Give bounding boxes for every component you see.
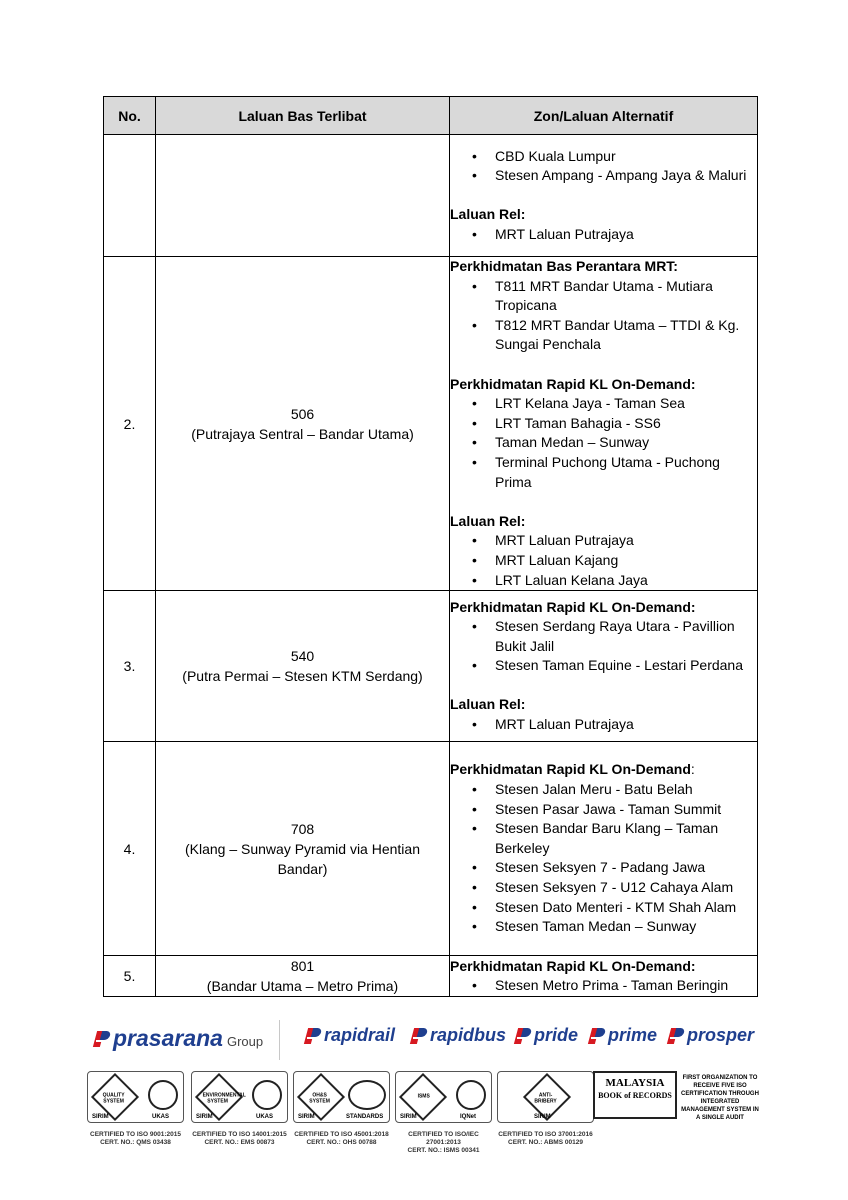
cert-environmental — [191, 1071, 288, 1147]
list-item: • Stesen Seksyen 7 - U12 Cahaya Alam — [450, 878, 757, 898]
table-row — [104, 742, 758, 956]
route-number: 506 — [290, 405, 315, 422]
list — [450, 394, 757, 492]
rapid-mark-icon — [588, 1026, 606, 1046]
rapidrail-logo: rapidrail — [304, 1025, 395, 1046]
list — [450, 617, 757, 676]
list-item: • LRT Laluan Kelana Jaya — [450, 571, 757, 591]
list-item: • Stesen Bandar Baru Klang – Taman Berkeley — [450, 819, 757, 858]
list-item: • Stesen Seksyen 7 - Padang Jawa — [450, 858, 757, 878]
cert-box: ISMS SIRIM IQNet — [395, 1071, 492, 1123]
rel-heading: Laluan Rel: — [450, 512, 526, 529]
list-item: • LRT Taman Bahagia - SS6 — [450, 414, 757, 434]
cert-box: ANTI-BRIBERY SIRIM — [497, 1071, 594, 1123]
pride-logo: pride — [514, 1025, 578, 1046]
list-item: • MRT Laluan Putrajaya — [450, 715, 757, 735]
rapidbus-logo: rapidbus — [410, 1025, 506, 1046]
ukas-crown-icon — [148, 1080, 178, 1110]
prasarana-logo: prasarana Group — [93, 1025, 263, 1052]
list-item: • T811 MRT Bandar Utama - Mutiara Tropicana — [450, 277, 757, 316]
alt-cell — [450, 742, 758, 956]
list-item: • Stesen Taman Medan – Sunway — [450, 917, 757, 937]
table-row — [104, 135, 758, 257]
list-item: • Stesen Ampang - Ampang Jaya & Maluri — [450, 166, 757, 186]
footer-divider — [279, 1020, 280, 1060]
route-cell — [156, 956, 450, 997]
alt-cell — [450, 135, 758, 257]
rapid-mark-icon — [514, 1026, 532, 1046]
route-number: 540 — [290, 648, 315, 665]
row-no-cell: 2. — [104, 257, 156, 591]
route-cell — [156, 135, 450, 257]
mrt-heading: Perkhidmatan Bas Perantara MRT: — [450, 258, 678, 274]
list-item: • Taman Medan – Sunway — [450, 433, 757, 453]
cert-isms — [395, 1071, 492, 1155]
iqnet-seal-icon — [456, 1080, 486, 1110]
table-row — [104, 956, 758, 997]
od-heading: Perkhidmatan Rapid KL On-Demand: — [450, 375, 696, 392]
rel-heading: Laluan Rel: — [450, 206, 526, 223]
route-name: (Bandar Utama – Metro Prima) — [206, 978, 399, 995]
cert-box: ENVIRONMENTAL SYSTEM SIRIM UKAS — [191, 1071, 288, 1123]
list-item: • LRT Kelana Jaya - Taman Sea — [450, 394, 757, 414]
rapid-mark-icon — [667, 1026, 685, 1046]
sirim-badge-icon: ENVIRONMENTAL SYSTEM — [195, 1073, 243, 1121]
route-cell — [156, 591, 450, 742]
cert-label: CERTIFIED TO ISO 9001:2015 CERT. NO.: QMS 03438 — [90, 1131, 181, 1146]
list — [450, 976, 757, 996]
routes-table — [103, 96, 758, 997]
route-cell — [156, 742, 450, 956]
prasarana-mark-icon — [93, 1029, 111, 1049]
mbr-caption: FIRST ORGANIZATION TO RECEIVE FIVE ISO CERTIFICATION THROUGH INTEGRATED MANAGEMENT SYSTEM IN A SINGLE AUDIT — [681, 1075, 759, 1121]
route-name: (Klang – Sunway Pyramid via Hentian Bandar) — [184, 840, 420, 877]
header-route: Laluan Bas Terlibat — [156, 97, 450, 135]
rapid-mark-icon — [410, 1026, 428, 1046]
row-no-cell: 4. — [104, 742, 156, 956]
row-no-cell: 3. — [104, 591, 156, 742]
od-heading: Perkhidmatan Rapid KL On-Demand: — [450, 761, 695, 778]
alt-cell — [450, 956, 758, 997]
list-item: • MRT Laluan Putrajaya — [450, 225, 757, 245]
ukas-crown-icon — [252, 1080, 282, 1110]
cert-anti-bribery — [497, 1071, 594, 1147]
sirim-badge-icon: OH&S SYSTEM — [297, 1073, 345, 1121]
alt-cell — [450, 591, 758, 742]
list-item: • Stesen Metro Prima - Taman Beringin — [450, 976, 757, 996]
prosper-logo: prosper — [667, 1025, 754, 1046]
table-header-row — [104, 97, 758, 135]
route-cell — [156, 257, 450, 591]
list-item: • Stesen Serdang Raya Utara - Pavillion Bukit Jalil — [450, 617, 757, 656]
cert-label: CERTIFIED TO ISO 37001:2016 CERT. NO.: ABMS 00129 — [498, 1131, 593, 1146]
route-name: (Putra Permai – Stesen KTM Serdang) — [182, 668, 423, 685]
cert-box: OH&S SYSTEM SIRIM STANDARDS — [293, 1071, 390, 1123]
header-no: No. — [104, 97, 156, 135]
list — [450, 147, 757, 186]
list-item: • Stesen Pasar Jawa - Taman Summit — [450, 800, 757, 820]
list-item: • CBD Kuala Lumpur — [450, 147, 757, 167]
list-item: • Stesen Taman Equine - Lestari Perdana — [450, 656, 757, 676]
rapid-mark-icon — [304, 1026, 322, 1046]
list-item: • MRT Laluan Putrajaya — [450, 531, 757, 551]
cert-label: CERTIFIED TO ISO 14001:2015 CERT. NO.: EMS 00873 — [192, 1131, 287, 1146]
od-heading: Perkhidmatan Rapid KL On-Demand: — [450, 957, 696, 974]
route-number: 708 — [290, 820, 315, 837]
sirim-badge-icon: ANTI-BRIBERY — [523, 1073, 571, 1121]
list — [450, 225, 757, 245]
table-row — [104, 591, 758, 742]
list — [450, 780, 757, 937]
route-name: (Putrajaya Sentral – Bandar Utama) — [191, 425, 414, 442]
list-item: • Stesen Jalan Meru - Batu Belah — [450, 780, 757, 800]
list — [450, 531, 757, 590]
list-item: • Terminal Puchong Utama - Puchong Prima — [450, 453, 757, 492]
cert-quality — [87, 1071, 184, 1147]
od-heading: Perkhidmatan Rapid KL On-Demand: — [450, 598, 696, 615]
malaysia-book-of-records-logo: MALAYSIA BOOK of RECORDS — [593, 1071, 677, 1119]
cert-ohs — [293, 1071, 390, 1147]
rel-heading: Laluan Rel: — [450, 696, 526, 713]
list-item: • Stesen Dato Menteri - KTM Shah Alam — [450, 898, 757, 918]
standards-seal-icon — [348, 1080, 386, 1110]
sirim-badge-icon: ISMS — [399, 1073, 447, 1121]
cert-label: CERTIFIED TO ISO/IEC 27001:2013 CERT. NO.: ISMS 00341 — [407, 1131, 480, 1154]
sirim-badge-icon: QUALITY SYSTEM — [91, 1073, 139, 1121]
alt-cell — [450, 257, 758, 591]
list — [450, 715, 757, 735]
route-number: 801 — [290, 958, 315, 975]
header-alt: Zon/Laluan Alternatif — [450, 97, 758, 135]
row-no-cell — [104, 135, 156, 257]
list-item: • T812 MRT Bandar Utama – TTDI & Kg. Sungai Penchala — [450, 316, 757, 355]
table-row — [104, 257, 758, 591]
cert-label: CERTIFIED TO ISO 45001:2018 CERT. NO.: OHS 00788 — [294, 1131, 389, 1146]
cert-box: QUALITY SYSTEM SIRIM UKAS — [87, 1071, 184, 1123]
row-no-cell: 5. — [104, 956, 156, 997]
list — [450, 277, 757, 355]
prime-logo: prime — [588, 1025, 657, 1046]
list-item: • MRT Laluan Kajang — [450, 551, 757, 571]
